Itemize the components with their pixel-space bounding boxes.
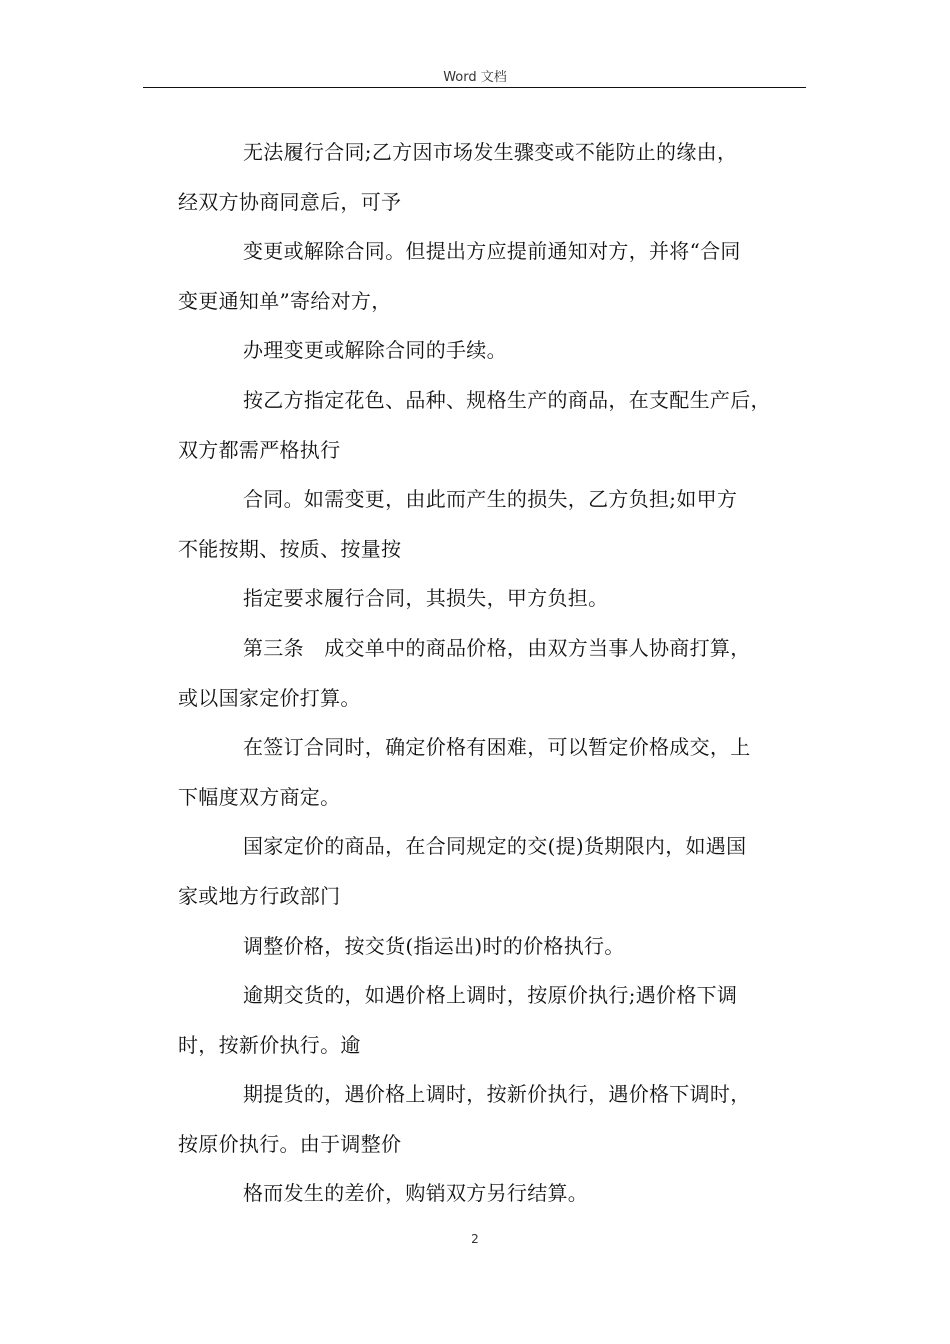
page-number: 2 — [471, 1232, 479, 1246]
text-line: 调整价格，按交货(指运出)时的价格执行。 — [243, 933, 625, 958]
text-line: 或以国家定价打算。 — [178, 685, 361, 710]
text-line: 无法履行合同;乙方因市场发生骤变或不能防止的缘由， — [243, 140, 738, 164]
text-line: 变更通知单”寄给对方， — [178, 288, 392, 313]
text-line: 按原价执行。由于调整价 — [178, 1131, 402, 1156]
text-line: 办理变更或解除合同的手续。 — [243, 338, 507, 363]
text-line: 双方都需严格执行 — [178, 437, 341, 462]
text-line: 不能按期、按质、按量按 — [178, 536, 402, 561]
text-line: 经双方协商同意后，可予 — [178, 189, 402, 214]
text-line: 逾期交货的，如遇价格上调时，按原价执行;遇价格下调 — [243, 983, 738, 1008]
text-line: 下幅度双方商定。 — [178, 784, 341, 809]
document-body — [178, 128, 818, 1219]
text-line: 时，按新价执行。逾 — [178, 1032, 361, 1057]
text-line: 在签订合同时，确定价格有困难，可以暂定价格成交，上 — [243, 735, 751, 760]
text-line: 指定要求履行合同，其损失，甲方负担。 — [243, 586, 609, 611]
text-line: 家或地方行政部门 — [178, 883, 341, 908]
header-divider — [143, 87, 806, 88]
text-line: 变更或解除合同。但提出方应提前通知对方，并将“合同 — [243, 239, 741, 264]
text-line: 国家定价的商品，在合同规定的交(提)货期限内，如遇国 — [243, 834, 747, 859]
header-title: Word 文档 — [443, 70, 507, 85]
text-line: 格而发生的差价，购销双方另行结算。 — [243, 1181, 589, 1206]
text-line: 按乙方指定花色、品种、规格生产的商品，在支配生产后， — [243, 387, 771, 412]
text-line: 期提货的，遇价格上调时，按新价执行，遇价格下调时， — [243, 1082, 751, 1107]
text-line: 合同。如需变更，由此而产生的损失，乙方负担;如甲方 — [243, 487, 738, 512]
text-line: 第三条 成交单中的商品价格，由双方当事人协商打算， — [243, 635, 751, 660]
